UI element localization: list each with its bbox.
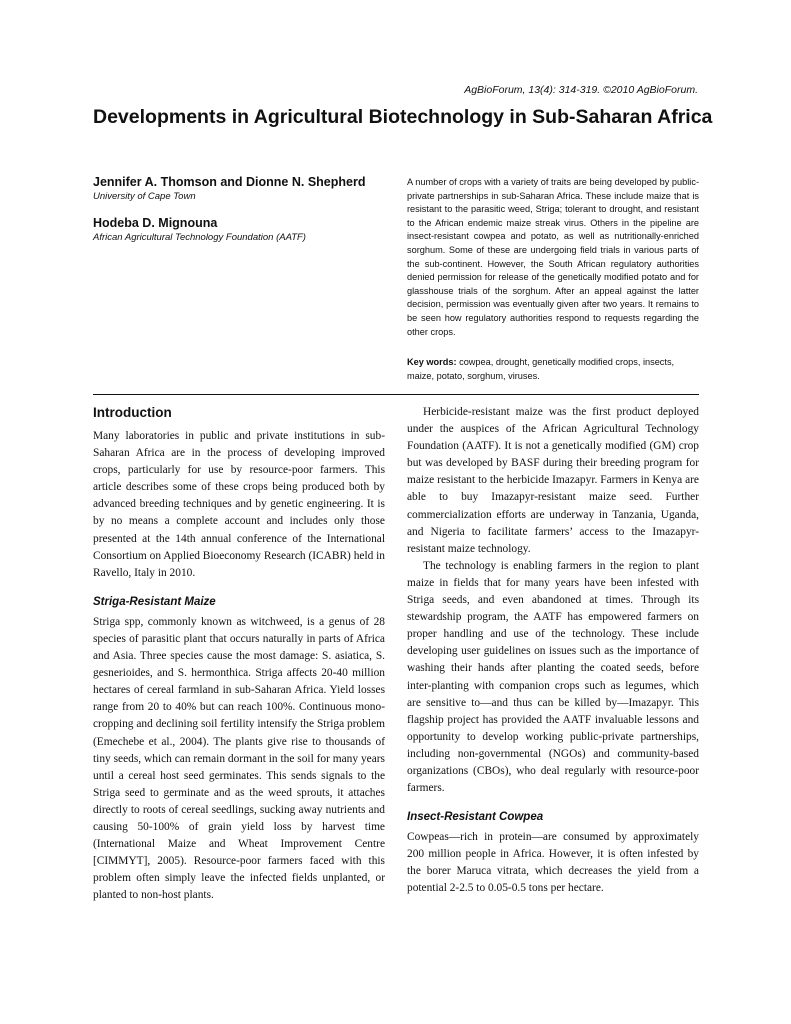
author-names-1: Jennifer A. Thomson and Dionne N. Shepherd	[93, 175, 366, 189]
introduction-paragraph: Many laboratories in public and private institutions in sub-Saharan Africa are in the process of developing improved crops, particularly for use by resource-poor farmers. This article describes some of these crops being produced both by advanced breeding techniques and by genetic engineering. It is by no means a complete account and includes only those presented at the 14th annual conference of the International Consortium on Applied Bioeconomy Research (ICABR) held in Ravello, Italy in 2010.	[93, 430, 386, 579]
keywords-text: cowpea, drought, genetically modified crops, insects, maize, potato, sorghum, viruses.	[407, 357, 675, 381]
technology-paragraph: The technology is enabling farmers in the region to plant maize in fields that for many years have been infested with Striga seeds, and even abandoned at times. Through its stewardship program, the AATF has empowered farmers on proper handling and use of the technology. These include developing user guidelines on issues such as the importance of washing their hands after planting the coated seeds, before inter-planting with companion crops such as legumes, which are sensitive to—and thus can be killed by—Imazapyr. This flagship project has provided the AATF invaluable lessons and opportunity to develop working public-private partnerships, including non-governmental (NGOs) and community-based organizations (CBOs), who deal regularly with resource-poor farmers.	[407, 559, 699, 795]
left-column	[93, 404, 385, 904]
paper-title: Developments in Agricultural Biotechnology in Sub-Saharan Africa	[93, 106, 713, 128]
abstract: A number of crops with a variety of traits are being developed by public-private partnerships in sub-Saharan Africa. These include maize that is resistant to the parasitic weed, Striga; tolerant to drought, and resistant to the African endemic maize streak virus. Others in the pipeline are insect-resistant cowpea and potato, as well as nutritionally-enriched sorghum. Some of these are undergoing field trials in various parts of the sub-continent. However, the South African regulatory authorities denied permission for release of the genetically modified potato and for glasshouse trials of the sorghum. After an appeal against the latter decision, permission was eventually given after two years. It remains to be seen how regulatory authorities respond to requests regarding the other crops.	[407, 177, 699, 337]
author-block	[93, 174, 383, 245]
journal-reference: AgBioForum, 13(4): 314-319. ©2010 AgBioForum.	[464, 84, 698, 96]
striga-heading: Striga-Resistant Maize	[93, 595, 216, 608]
author-affiliation-1: University of Cape Town	[93, 191, 196, 202]
cowpea-paragraph: Cowpeas—rich in protein—are consumed by approximately 200 million people in Africa. However, it is often infested by the borer Maruca vitrata, which decreases the yield from a potential 2-2.5 to 0.05-0.5 tons per hectare.	[407, 831, 699, 895]
keywords	[407, 356, 699, 383]
keywords-label: Key words:	[407, 357, 457, 367]
author-names-2: Hodeba D. Mignouna	[93, 216, 218, 230]
striga-paragraph: Striga spp, commonly known as witchweed, is a genus of 28 species of parasitic plant that occurs naturally in parts of Africa and Asia. Three species cause the most damage: S. asiatica, S. gesnerioides, and S. hermonthica. Striga affects 20-40 million hectares of cereal farmland in sub-Saharan Africa. Yield losses range from 20 to 40% but can reach 100%. Continuous mono-cropping and declining soil fertility intensify the Striga problem (Emechebe et al., 2004). The plants give rise to thousands of tiny seeds, which can remain dormant in the soil for many years until a cereal host seed germinates. This sends signals to the Striga seed to germinate and as the weed sprouts, it attaches directly to roots of cereal seedlings, sucking away nutrients and causing 50-100% of grain yield loss by harvest time (International Maize and Wheat Improvement Centre [CIMMYT], 2005). Resource-poor farmers faced with this problem often simply leave the infected fields unplanted, or planted to non-host plants.	[93, 615, 385, 902]
right-column	[407, 404, 699, 898]
section-divider	[93, 394, 699, 395]
author-affiliation-2: African Agricultural Technology Foundation (AATF)	[93, 232, 306, 243]
cowpea-heading: Insect-Resistant Cowpea	[407, 811, 544, 824]
herbicide-paragraph: Herbicide-resistant maize was the first product deployed under the auspices of the African Agricultural Technology Foundation (AATF). It is not a genetically modified (GM) crop but was developed by BASF during their breeding program for maize resistant to the herbicide Imazapyr. Farmers in Kenya are able to buy Imazapyr-resistant maize seed. Further commercialization efforts are underway in Tanzania, Uganda, and Nigeria to facilitate farmers’ access to the Imazapyr-resistant maize technology.	[407, 406, 699, 555]
introduction-heading: Introduction	[93, 405, 172, 420]
